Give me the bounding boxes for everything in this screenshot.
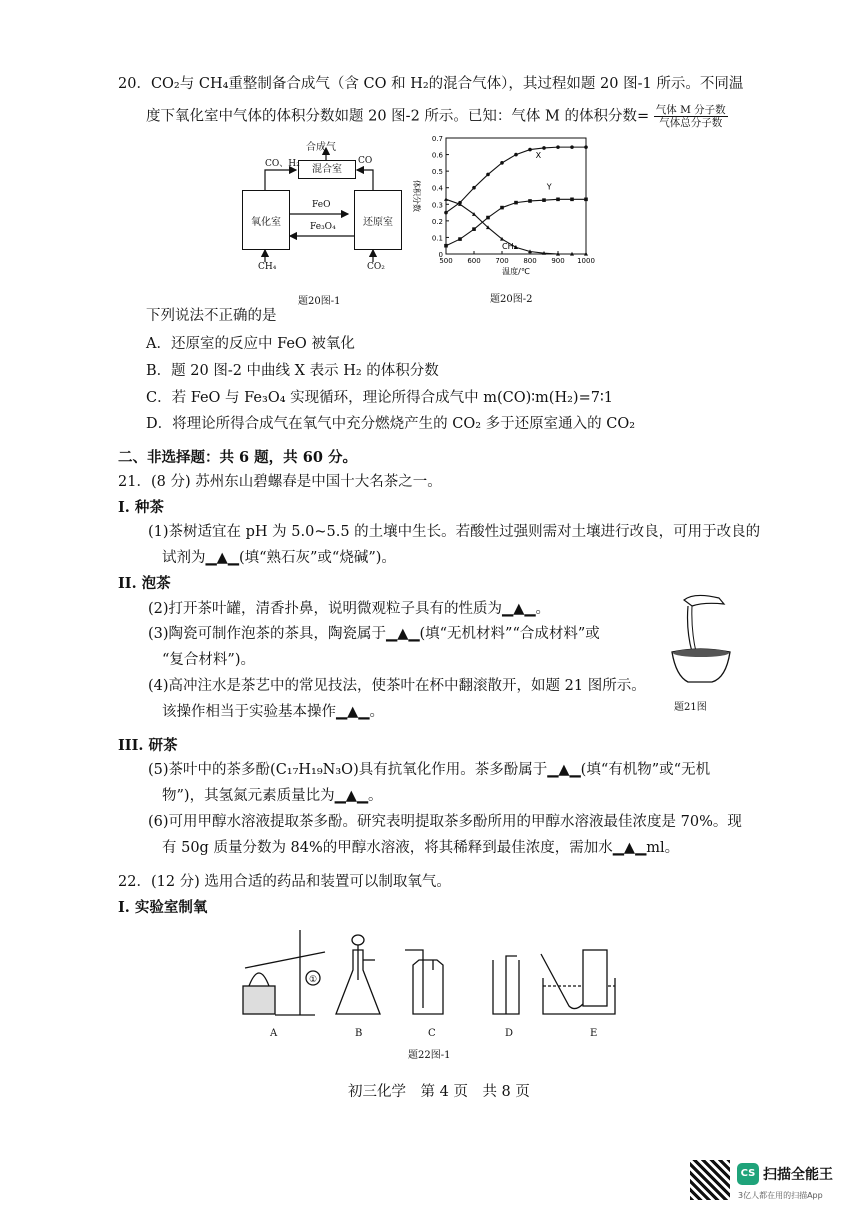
mix-room-box: 混合室 (298, 160, 356, 179)
data-point (486, 173, 490, 177)
x-tick-label: 900 (551, 257, 565, 265)
x-axis-label: 温度/℃ (502, 267, 530, 276)
x-tick-label: 600 (467, 257, 481, 265)
reduction-room-box: 还原室 (354, 190, 402, 250)
section-2-title: 二、非选择题：共 6 题，共 60 分。 (118, 449, 357, 466)
q21-p1b: 试剂为▁▲▁(填“熟石灰”或“烧碱”)。 (162, 550, 396, 566)
co-label: CO (358, 156, 373, 166)
fig20-1-caption: 题20图-1 (298, 296, 341, 307)
series-label: Y (546, 182, 552, 192)
q21-section-3: III. 研茶 (118, 737, 178, 754)
fig22-1-caption: 题22图-1 (408, 1050, 451, 1061)
apparatus-label-e: E (590, 1028, 598, 1039)
co2-input-label: CO₂ (367, 262, 385, 272)
oxidation-room-box: 氧化室 (242, 190, 290, 250)
data-point (514, 153, 518, 157)
data-point (570, 198, 574, 202)
data-point (514, 201, 518, 205)
data-point (570, 145, 574, 149)
data-point (584, 198, 588, 202)
q21-p5b: 物”)，其氢氮元素质量比为▁▲▁。 (162, 788, 383, 804)
series-label: CH₄ (502, 242, 517, 252)
q21-section-2: II. 泡茶 (118, 575, 171, 592)
q20-option-c: C．若 FeO 与 Fe₃O₄ 实现循环，理论所得合成气中 m(CO)∶m(H₂)=7∶1 (146, 390, 613, 406)
q21-head: 21．(8 分) 苏州东山碧螺春是中国十大名茶之一。 (118, 474, 442, 490)
tea-pouring-illustration (664, 590, 736, 690)
q21-p4a: (4)高冲注水是茶艺中的常见技法，使茶叶在杯中翻滚散开，如题 21 图所示。 (148, 678, 646, 694)
data-point (444, 244, 448, 248)
data-point (528, 199, 532, 203)
circle-one-label: ① (308, 975, 318, 985)
apparatus-label-a: A (270, 1028, 278, 1039)
apparatus-label-c: C (428, 1028, 436, 1039)
y-tick-label: 0.7 (431, 135, 443, 143)
data-point (556, 145, 560, 149)
lab-apparatus-figure (225, 920, 625, 1030)
q20-option-b: B．题 20 图-2 中曲线 X 表示 H₂ 的体积分数 (146, 363, 439, 379)
apparatus-label-d: D (505, 1028, 514, 1039)
fig20-2-caption: 题20图-2 (490, 294, 533, 305)
co-h2-label: CO、H₂ (265, 159, 300, 169)
page-footer: 初三化学 第 4 页 共 8 页 (348, 1084, 530, 1100)
series-label: X (535, 150, 542, 160)
data-point (444, 197, 448, 201)
feo-label: FeO (312, 200, 331, 210)
data-point (444, 211, 448, 215)
data-point (472, 186, 476, 190)
data-point (458, 237, 462, 241)
scanner-logo-icon: CS (737, 1163, 759, 1185)
q20-line2: 度下氧化室中气体的体积分数如题 20 图-2 所示。已知：气体 M 的体积分数= $\frac{\text{气体 M 分子数}}{\text{气体总分子数}}$ (146, 104, 726, 129)
chart-20-2 (400, 128, 600, 278)
y-tick-label: 0.5 (431, 168, 443, 177)
apparatus-label-b: B (355, 1028, 363, 1039)
q20-option-d: D．将理论所得合成气在氧气中充分燃烧产生的 CO₂ 多于还原室通入的 CO₂ (146, 416, 636, 432)
q21-p3a: (3)陶瓷可制作泡茶的茶具，陶瓷属于▁▲▁(填“无机材料”“合成材料”或 (148, 626, 600, 642)
data-point (500, 161, 504, 165)
q21-p2: (2)打开茶叶罐，清香扑鼻，说明微观粒子具有的性质为▁▲▁。 (148, 601, 550, 617)
q22-section-1: I. 实验室制氧 (118, 899, 208, 916)
q21-section-1: I. 种茶 (118, 499, 164, 516)
x-tick-label: 700 (495, 257, 509, 265)
data-point (472, 227, 476, 231)
data-point (500, 206, 504, 210)
fe3o4-label: Fe₃O₄ (310, 222, 336, 232)
q20-line1: 20．CO₂与 CH₄重整制备合成气（含 CO 和 H₂的混合气体），其过程如题 20 图-1 所示。不同温 (118, 76, 744, 92)
q21-p6b: 有 50g 质量分数为 84%的甲醇水溶液，将其稀释到最佳浓度，需加水▁▲▁ml。 (162, 840, 680, 856)
q21-p1a: (1)茶树适宜在 pH 为 5.0~5.5 的土壤中生长。若酸性过强则需对土壤进行改良，可用于改良的 (148, 524, 761, 540)
q20-stem: 下列说法不正确的是 (146, 308, 277, 324)
q21-p5a: (5)茶叶中的茶多酚(C₁₇H₁₉N₃O)具有抗氧化作用。茶多酚属于▁▲▁(填“有机物”或“无机 (148, 762, 711, 778)
y-tick-label: 0.1 (431, 234, 443, 243)
y-tick-label: 0.6 (431, 151, 443, 160)
data-point (584, 145, 588, 149)
q21-p3b: “复合材料”)。 (162, 652, 255, 668)
y-tick-label: 0 (438, 251, 443, 259)
series-line-1 (446, 199, 586, 245)
x-tick-label: 500 (439, 257, 453, 265)
scanner-brand-name: 扫描全能王 (763, 1167, 833, 1183)
q20-option-a: A．还原室的反应中 FeO 被氧化 (146, 336, 355, 352)
q21-p4b: 该操作相当于实验基本操作▁▲▁。 (162, 704, 384, 720)
y-tick-label: 0.3 (431, 201, 443, 210)
x-tick-label: 1000 (577, 257, 595, 265)
x-tick-label: 800 (523, 257, 537, 265)
q22-head: 22．(12 分) 选用合适的药品和装置可以制取氧气。 (118, 874, 451, 890)
data-point (556, 198, 560, 202)
scanner-brand-subtitle: 3亿人都在用的扫描App (738, 1191, 823, 1200)
ch4-input-label: CH₄ (258, 262, 277, 272)
y-tick-label: 0.4 (431, 184, 443, 193)
fig21-caption: 题21图 (674, 702, 707, 713)
data-point (528, 148, 532, 152)
y-tick-label: 0.2 (431, 217, 443, 226)
q21-p6a: (6)可用甲醇水溶液提取茶多酚。研究表明提取茶多酚所用的甲醇水溶液最佳浓度是 70%。现 (148, 814, 742, 830)
data-point (542, 198, 546, 202)
data-point (486, 216, 490, 220)
syngas-label: 合成气 (306, 142, 336, 153)
qr-code-icon (690, 1160, 730, 1200)
data-point (542, 146, 546, 150)
volume-fraction-chart (400, 128, 600, 278)
y-axis-label: 体积分数 (412, 180, 421, 212)
volume-fraction-formula: $\frac{\text{气体 M 分子数}}{\text{气体总分子数}}$ (655, 104, 726, 129)
